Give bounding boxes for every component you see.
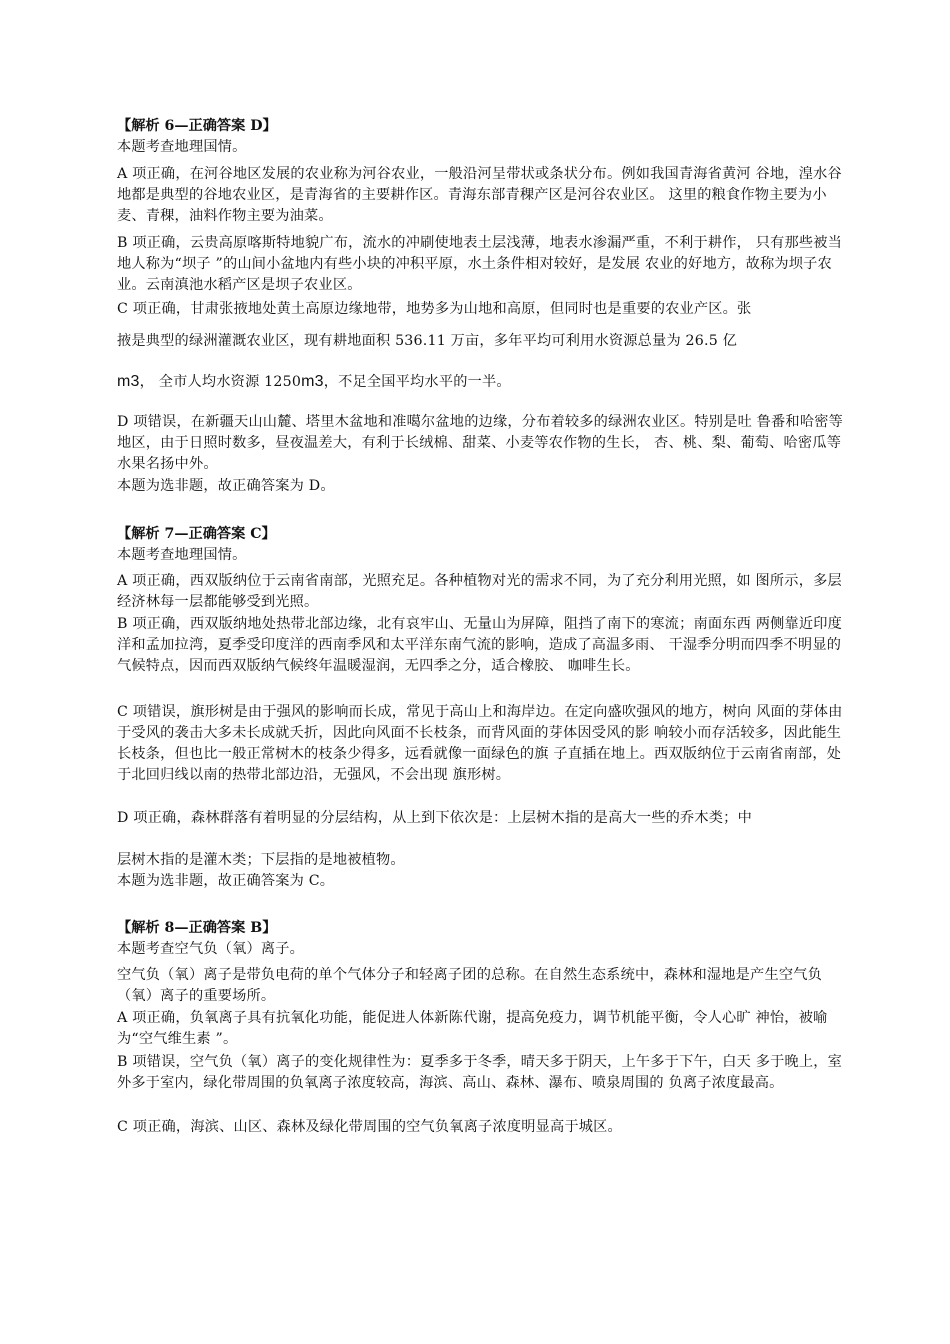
section-7-topic-block [117, 545, 845, 566]
section-6-paragraph-c1 [117, 299, 845, 320]
section-7-conclusion-block [117, 871, 845, 892]
section-6-unit-line [117, 371, 845, 393]
section-6-heading: 【解析 6—正确答案 D】 [117, 118, 277, 134]
section-7-topic: 本题考查地理国情。 [117, 547, 247, 563]
paragraph-text: A 项正确，负氧离子具有抗氧化功能，能促进人体新陈代谢，提高免疫力，调节机能平衡，令人心旷 神怡，被喻为“空气维生素 ”。 [117, 1010, 828, 1047]
paragraph-text: B 项正确，西双版纳地处热带北部边缘，北有哀牢山、无量山为屏障，阻挡了南下的寒流；南面东西 两侧靠近印度洋和孟加拉湾，夏季受印度洋的西南季风和太平洋东南气流的影响，造成了高温多雨、 干湿季分明而四季不明显的气候特点，因而西双版纳气候终年温暖湿润，无四季之分，适合橡胶、 咖啡生长。 [117, 616, 843, 674]
paragraph-text: B 项正确，云贵高原喀斯特地貌广布，流水的冲刷使地表土层浅薄，地表水渗漏严重，不利于耕作， 只有那些被当地人称为“坝子 ”的山间小盆地内有些小块的冲积平原，水土条件相对较好，是发展 农业的好地方，故称为坝子农业。云南滇池水稻产区是坝子农业区。 [117, 235, 843, 293]
unit-line [117, 371, 845, 393]
paragraph-text: A 项正确，西双版纳位于云南省南部，光照充足。各种植物对光的需求不同，为了充分利用光照，如 图所示，多层经济林每一层都能够受到光照。 [117, 573, 842, 610]
section-8-paragraph-b [117, 1052, 845, 1094]
section-8-paragraph-a [117, 1008, 845, 1050]
section-6-conclusion-block [117, 476, 845, 497]
paragraph-text: 掖是典型的绿洲灌溉农业区，现有耕地面积 536.11 万亩，多年平均可利用水资源总量为 26.5 亿 [117, 333, 738, 349]
section-6-paragraph-b [117, 233, 845, 296]
section-6-paragraph-a [117, 164, 845, 227]
paragraph-text: D 项正确，森林群落有着明显的分层结构，从上到下依次是：上层树木指的是高大一些的乔木类；中 [117, 810, 752, 826]
unit-line-end: ，不足全国平均水平的一半。 [323, 374, 511, 390]
section-8-paragraph-intro [117, 965, 845, 1007]
paragraph-text: D 项错误，在新疆天山山麓、塔里木盆地和准噶尔盆地的边缘，分布着较多的绿洲农业区。特别是吐 鲁番和哈密等地区，由于日照时数多，昼夜温差大，有利于长绒棉、甜菜、小麦等农作物的生长， 杏、桃、梨、葡萄、哈密瓜等水果名扬中外。 [117, 414, 843, 472]
section-8-heading: 【解析 8—正确答案 B】 [117, 920, 277, 936]
section-7-paragraph-a [117, 571, 845, 613]
paragraph-text: B 项错误，空气负（氧）离子的变化规律性为：夏季多于冬季，晴天多于阴天，上午多于下午，白天 多于晚上，室外多于室内，绿化带周围的负氧离子浓度较高，海滨、高山、森林、瀑布、喷泉周围的 负离子浓度最高。 [117, 1054, 843, 1091]
section-8-paragraph-c [117, 1117, 845, 1138]
unit-m3: m3 [117, 373, 140, 390]
paragraph-text: 层树木指的是灌木类；下层指的是地被植物。 [117, 852, 405, 868]
section-7-conclusion: 本题为选非题，故正确答案为 C。 [117, 873, 335, 889]
section-6-topic: 本题考查地理国情。 [117, 139, 247, 155]
paragraph-text: C 项正确，甘肃张掖地处黄土高原边缘地带，地势多为山地和高原，但同时也是重要的农业产区。张 [117, 301, 752, 317]
section-6-paragraph-c2 [117, 331, 845, 352]
section-7-paragraph-b [117, 614, 845, 677]
section-7-paragraph-d2 [117, 850, 845, 871]
section-7-heading: 【解析 7—正确答案 C】 [117, 526, 276, 542]
section-7-paragraph-d1 [117, 808, 845, 829]
section-8-topic: 本题考查空气负（氧）离子。 [117, 941, 305, 957]
paragraph-text: 空气负（氧）离子是带负电荷的单个气体分子和轻离子团的总称。在自然生态系统中，森林和湿地是产生空气负（氧）离子的重要场所。 [117, 967, 822, 1004]
section-6-paragraph-d [117, 412, 845, 475]
section-8-topic-block [117, 939, 845, 960]
section-6-conclusion: 本题为选非题，故正确答案为 D。 [117, 478, 335, 494]
paragraph-text: C 项错误，旗形树是由于强风的影响而长成，常见于高山上和海岸边。在定向盛吹强风的地方，树向 风面的芽体由于受风的袭击大多未长成就夭折，因此向风面不长枝条，而背风面的芽体因受风的影 响较小而存活较多，因此能生长枝条，但也比一般正常树木的枝条少得多，远看就像一面绿色的旗 子直插在地上。西双版纳位于云南省南部，处于北回归线以南的热带北部边沿，无强风，不会出现 旗形树。 [117, 704, 843, 783]
paragraph-text: A 项正确，在河谷地区发展的农业称为河谷农业，一般沿河呈带状或条状分布。例如我国青海省黄河 谷地，湟水谷地都是典型的谷地农业区，是青海省的主要耕作区。青海东部青稞产区是河谷农业区。 这里的粮食作物主要为小麦、青稞，油料作物主要为油菜。 [117, 166, 842, 224]
paragraph-text: C 项正确，海滨、山区、森林及绿化带周围的空气负氧离子浓度明显高于城区。 [117, 1119, 622, 1135]
section-7-paragraph-c [117, 702, 845, 786]
unit-m3-second: m3 [301, 373, 324, 390]
unit-line-middle: ， 全市人均水资源 1250 [139, 374, 302, 390]
section-6-body [117, 137, 845, 158]
